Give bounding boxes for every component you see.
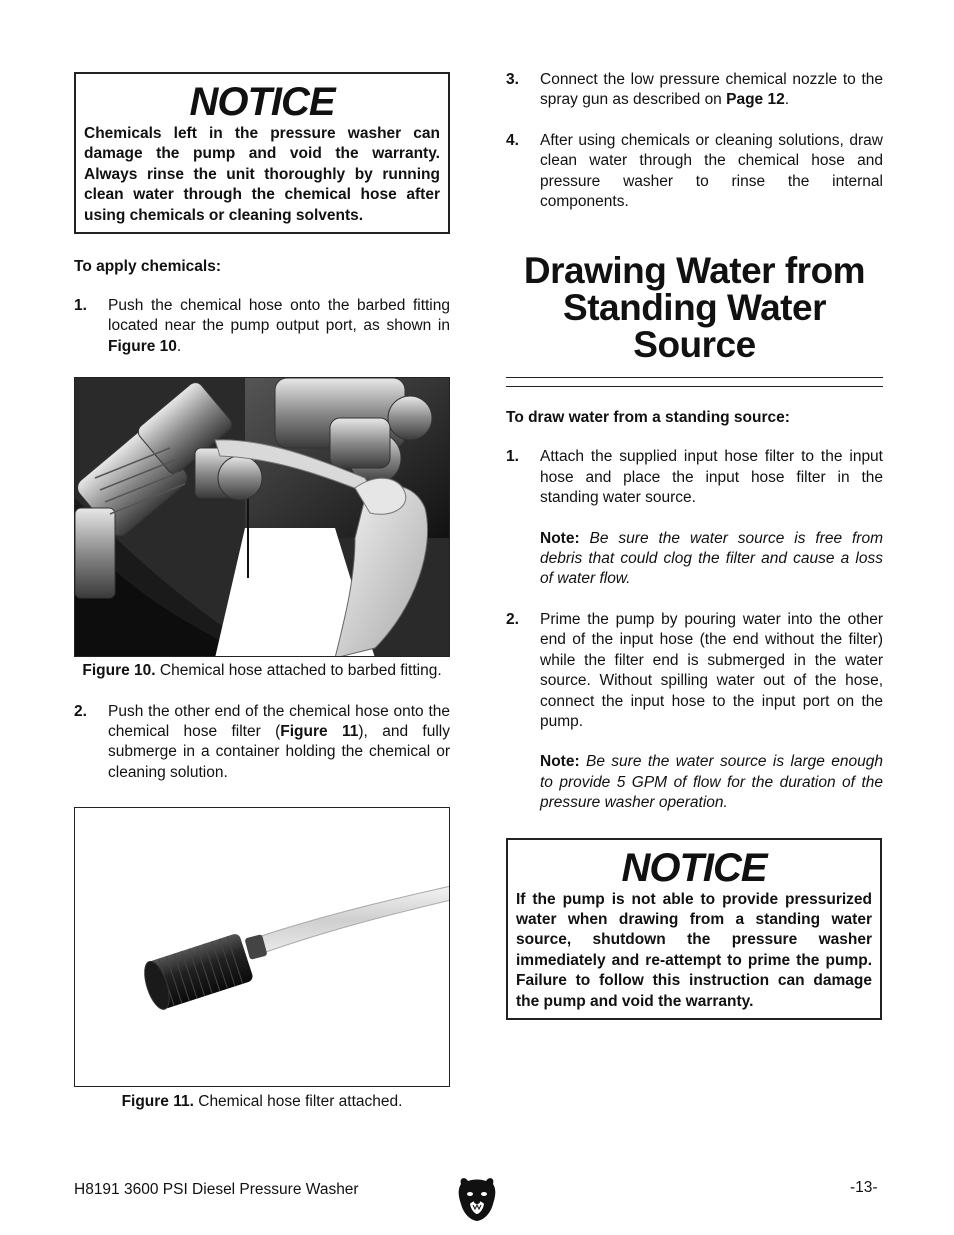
page-12-reference: Page 12 bbox=[726, 91, 785, 109]
step-text: Push the chemical hose onto the barbed fitting located near the pump output port, as shown in bbox=[108, 297, 450, 335]
step-number: 3. bbox=[506, 71, 519, 88]
step-text: Attach the supplied input hose filter to the input hose and place the input hose filter in the standing water source. bbox=[540, 448, 883, 507]
step-number: 2. bbox=[506, 610, 519, 628]
figure-10-reference: Figure 10 bbox=[108, 337, 177, 355]
note-text: Be sure the water source is free from debris that could clog the filter and cause a loss of water flow. bbox=[540, 529, 883, 588]
section-title bbox=[506, 250, 883, 366]
step-4-apply bbox=[506, 131, 883, 213]
step-3-apply bbox=[506, 70, 883, 111]
apply-chemicals-heading: To apply chemicals: bbox=[74, 258, 222, 276]
step-1-standing bbox=[506, 447, 883, 508]
figure-10-caption-text: Chemical hose attached to barbed fitting. bbox=[155, 662, 442, 680]
step-text: Push the other end of the chemical hose onto the chemical hose filter ( bbox=[108, 702, 450, 741]
notice-body: If the pump is not able to provide pressurized water when drawing from a standing water source, shutdown the pressure washer immediately and re-attempt to prime the pump. Failure to follow this instruction can damage the pump and void the warranty. bbox=[516, 890, 872, 1010]
figure-11-label: Figure 11. bbox=[121, 1093, 194, 1111]
notice-box-chemicals bbox=[74, 72, 450, 234]
bear-logo-icon bbox=[457, 1176, 497, 1222]
step-text-end: . bbox=[784, 91, 790, 109]
footer-model: H8191 3600 PSI Diesel Pressure Washer bbox=[74, 1181, 359, 1198]
step-text: Prime the pump by pouring water into the other end of the input hose (the end without the filter) while the filter end is submerged in the water source. Without spilling water out of the hose, connect the input hose to the input port on the pump. bbox=[540, 610, 883, 730]
step-number: 2. bbox=[74, 702, 87, 720]
step-text-end: . bbox=[176, 337, 182, 355]
step-number: 1. bbox=[74, 297, 87, 315]
step-number: 4. bbox=[506, 131, 519, 149]
left-column bbox=[74, 72, 450, 1113]
figure-11-photo bbox=[74, 807, 450, 1087]
note-1 bbox=[506, 529, 883, 590]
notice-title: NOTICE bbox=[621, 845, 767, 890]
note-text: Be sure the water source is large enough to provide 5 GPM of flow for the duration of the pressure washer operation. bbox=[540, 753, 883, 812]
section-title-line-2: Standing Water bbox=[563, 287, 826, 329]
step-text-end: ), and fully submerge in a container holding the chemical or cleaning solution. bbox=[108, 723, 450, 781]
step-text: After using chemicals or cleaning solutions, draw clean water through the chemical hose and pressure washer to rinse the internal components. bbox=[540, 131, 883, 211]
figure-11-caption bbox=[74, 1092, 450, 1112]
figure-10-photo bbox=[74, 377, 450, 657]
barbed-fitting-photo-illustration bbox=[75, 378, 450, 657]
step-text: Connect the low pressure chemical nozzle to the spray gun as described on bbox=[540, 71, 883, 109]
note-2 bbox=[506, 752, 883, 813]
standing-source-heading: To draw water from a standing source: bbox=[506, 409, 790, 427]
figure-10-caption bbox=[74, 661, 450, 681]
step-2-standing bbox=[506, 610, 883, 732]
section-title-line-3: Source bbox=[633, 324, 756, 366]
step-1-apply bbox=[74, 296, 450, 357]
notice-box-pump bbox=[506, 838, 882, 1020]
step-2-apply bbox=[74, 702, 450, 784]
figure-11-caption-text: Chemical hose filter attached. bbox=[193, 1093, 403, 1111]
section-title-line-1: Drawing Water from bbox=[523, 250, 866, 292]
notice-title: NOTICE bbox=[189, 80, 335, 124]
right-column bbox=[506, 70, 883, 1020]
note-label: Note: bbox=[540, 753, 580, 771]
chemical-hose-filter-illustration bbox=[75, 808, 450, 1087]
step-number: 1. bbox=[506, 448, 519, 466]
page-number: -13- bbox=[850, 1179, 878, 1196]
figure-11-reference: Figure 11 bbox=[280, 723, 359, 741]
note-label: Note: bbox=[540, 529, 580, 547]
figure-10-label: Figure 10. bbox=[82, 662, 156, 680]
notice-body: Chemicals left in the pressure washer can damage the pump and void the warranty. Always rinse the unit thoroughly by running clean water through the chemical hose after using chemicals or cleaning solvents. bbox=[84, 125, 440, 224]
